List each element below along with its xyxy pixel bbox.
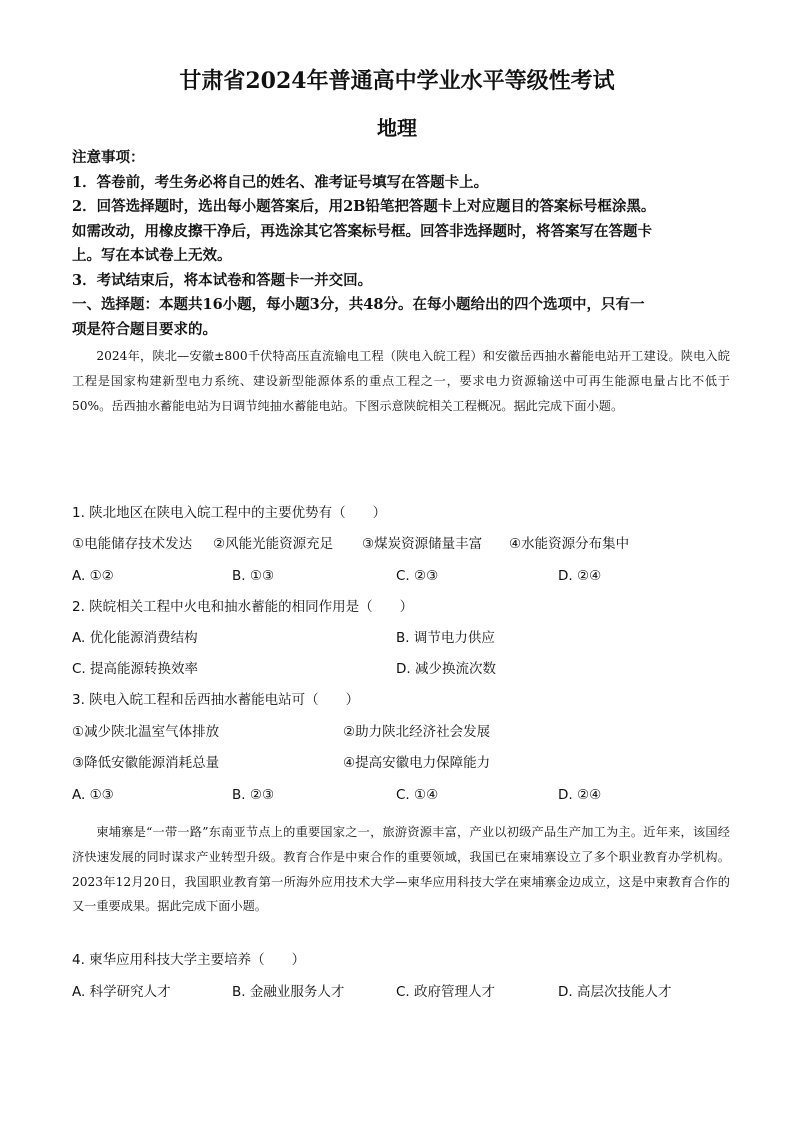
- statement: ④提高安徽电力保障能力: [343, 755, 491, 771]
- instruction-line: 2．回答选择题时，选出每小题答案后，用2B铅笔把答题卡上对应题目的答案标号框涂黑。: [72, 198, 656, 215]
- instruction-line: 上。写在本试卷上无效。: [72, 247, 232, 264]
- statement: ③降低安徽能源消耗总量: [72, 755, 220, 771]
- subject-title: 地理: [377, 116, 417, 140]
- option-b: B. 调节电力供应: [396, 630, 495, 646]
- exam-title: 甘肃省2024年普通高中学业水平等级性考试: [179, 68, 615, 94]
- option-c: C. 提高能源转换效率: [72, 661, 199, 677]
- option-d: D. ②④: [558, 787, 602, 803]
- option-d: D. 减少换流次数: [396, 661, 496, 677]
- passage-power-project: 2024年，陕北—安徽±800千伏特高压直流输电工程（陕电入皖工程）和安徽岳西抽水蓄能电站开工建设。陕电入皖工程是国家构建新型电力系统、建设新型能源体系的重点工程之一，要求电力资源输送中可再生能源电量占比不低于50%。岳西抽水蓄能电站为日调节纯抽水蓄能电站。下图示意陕皖相关工程概况。据此完成下面小题。: [72, 349, 730, 413]
- option-c: C. ②③: [396, 568, 439, 584]
- section-heading-line: 项是符合题目要求的。: [72, 320, 217, 338]
- option-a: A. 优化能源消费结构: [72, 630, 198, 646]
- question-1-stem: 1. 陕北地区在陕电入皖工程中的主要优势有（ ）: [72, 505, 387, 521]
- option-c: C. 政府管理人才: [396, 984, 496, 1000]
- question-4-stem: 4. 柬华应用科技大学主要培养（ ）: [72, 952, 306, 968]
- option-d: D. ②④: [558, 568, 602, 584]
- question-2-stem: 2. 陕皖相关工程中火电和抽水蓄能的相同作用是（ ）: [72, 599, 414, 615]
- statement: ②风能光能资源充足: [213, 536, 334, 552]
- option-b: B. ①③: [232, 568, 275, 584]
- option-a: A. ①③: [72, 787, 114, 803]
- option-b: B. ②③: [232, 787, 275, 803]
- statement: ①减少陕北温室气体排放: [72, 724, 220, 740]
- passage-cambodia: 柬埔寨是“一带一路”东南亚节点上的重要国家之一，旅游资源丰富，产业以初级产品生产加工为主。近年来，该国经济快速发展的同时谋求产业转型升级。教育合作是中柬合作的重要领域，我国已在柬埔寨设立了多个职业教育办学机构。2023年12月20日，我国职业教育第一所海外应用技术大学—柬华应用科技大学在柬埔寨金边成立，这是中柬教育合作的又一重要成果。据此完成下面小题。: [72, 825, 730, 914]
- statement: ①电能储存技术发达: [72, 536, 193, 552]
- option-a: A. ①②: [72, 568, 114, 584]
- option-d: D. 高层次技能人才: [558, 984, 672, 1000]
- option-c: C. ①④: [396, 787, 439, 803]
- instructions: [72, 146, 732, 342]
- statement: ④水能资源分布集中: [509, 536, 630, 552]
- option-b: B. 金融业服务人才: [232, 984, 345, 1000]
- instructions-heading: 注意事项：: [72, 149, 145, 166]
- question-3-stem: 3. 陕电入皖工程和岳西抽水蓄能电站可（ ）: [72, 692, 360, 708]
- section-heading-line: 一、选择题：本题共16小题，每小题3分，共48分。在每小题给出的四个选项中，只有一: [72, 296, 645, 313]
- statement: ②助力陕北经济社会发展: [343, 724, 491, 740]
- instruction-line: 3．考试结束后，将本试卷和答题卡一并交回。: [72, 271, 373, 289]
- instruction-line: 如需改动，用橡皮擦干净后，再选涂其它答案标号框。回答非选择题时，将答案写在答题卡: [72, 222, 652, 240]
- option-a: A. 科学研究人才: [72, 984, 171, 1000]
- statement: ③煤炭资源储量丰富: [362, 536, 483, 552]
- instruction-line: 1．答卷前，考生务必将自己的姓名、准考证号填写在答题卡上。: [72, 173, 489, 191]
